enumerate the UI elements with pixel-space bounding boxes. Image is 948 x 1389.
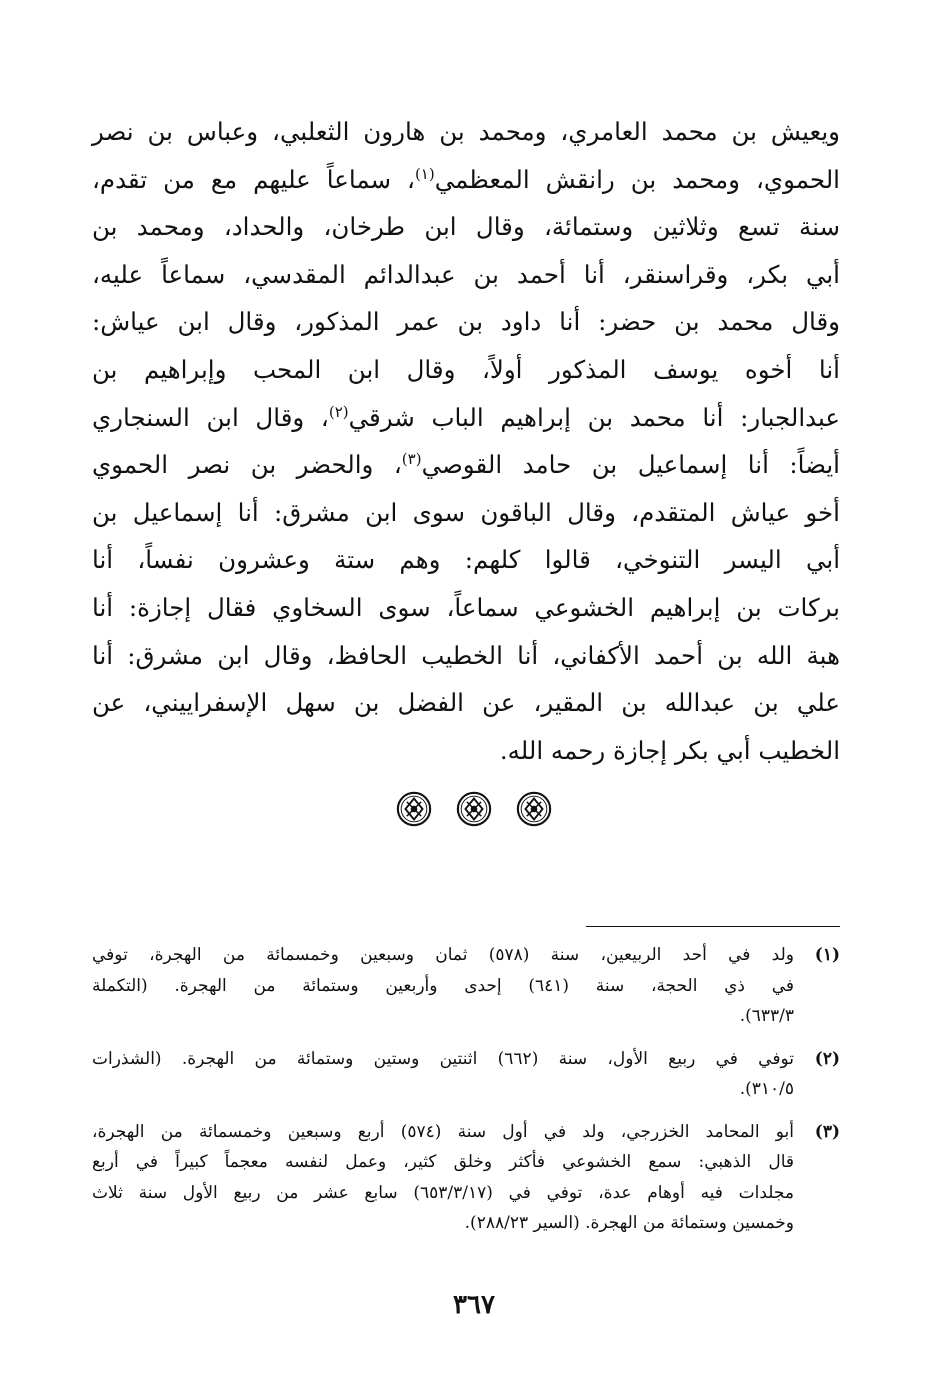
footnote-line: أبو المحامد الخزرجي، ولد في أول سنة (٥٧٤) أربع وسبعين وخمسمائة من الهجرة، [92, 1121, 794, 1142]
footnote-number: (١) [814, 945, 840, 965]
text-line: علي بن عبدالله بن المقير، عن الفضل بن سهل الإسفراييني، عن [92, 688, 840, 718]
text-line: أخو عياش المتقدم، وقال الباقون سوى ابن مشرق: أنا إسماعيل بن [92, 497, 840, 527]
footnote-line: قال الذهبي: سمع الخشوعي فأكثر وخلق كثير، وعمل لنفسه معجماً كبيراً في أربع [92, 1152, 794, 1172]
arabesque-medallion-icon [455, 790, 493, 828]
footnote-marker[interactable]: (٣) [401, 450, 422, 468]
footnote-line: ٣١٠/٥). [739, 1079, 794, 1099]
text-segment: أيضاً: أنا إسماعيل بن حامد القوصي [421, 450, 840, 480]
footnote-2 [92, 1044, 840, 1105]
page-number: ٣٦٧ [453, 1290, 495, 1320]
text-line: وقال محمد بن حضر: أنا داود بن عمر المذكور، وقال ابن عياش: [92, 307, 840, 337]
text-segment: ، سماعاً عليهم مع من تقدم، [92, 164, 415, 194]
footnote-number: (٣) [814, 1121, 840, 1142]
text-line: بركات بن إبراهيم الخشوعي سماعاً، سوى السخاوي فقال إجازة: أنا [92, 592, 840, 622]
footnote-line: ٦٣٣/٣). [739, 1006, 794, 1026]
footnote-line: مجلدات فيه أوهام عدة، توفي في (٦٥٣/٣/١٧) سابع عشر من ربيع الأول سنة ثلاث [92, 1182, 794, 1203]
text-line: الخطيب أبي بكر إجازة رحمه الله. [499, 735, 840, 765]
text-segment: الحموي، ومحمد بن رانقش المعظمي [434, 164, 840, 194]
footnote-line: في ذي الحجة، سنة (٦٤١) إحدى وأربعين وستمائة من الهجرة. (التكملة [92, 975, 794, 996]
text-line: أنا أخوه يوسف المذكور أولاً، وقال ابن المحب وإبراهيم بن [92, 354, 840, 384]
footnote-line: وخمسين وستمائة من الهجرة. (السير ٢٨٨/٢٣). [464, 1213, 794, 1233]
text-line: هبة الله بن أحمد الأكفاني، أنا الخطيب الحافظ، وقال ابن مشرق: أنا [92, 640, 840, 670]
text-line [92, 441, 840, 489]
footnote-3 [92, 1117, 840, 1239]
text-line: سنة تسع وثلاثين وستمائة، وقال ابن طرخان، والحداد، ومحمد بن [92, 212, 840, 242]
footnote-body [92, 1117, 794, 1239]
text-line [92, 156, 840, 204]
text-segment: عبدالجبار: أنا محمد بن إبراهيم الباب شرقي [348, 402, 841, 432]
text-line: أبي اليسر التنوخي، قالوا كلهم: وهم ستة وعشرون نفساً، أنا [92, 545, 840, 575]
section-divider-ornaments [0, 790, 948, 828]
footnote-marker[interactable]: (١) [414, 164, 435, 183]
text-line: أبي بكر، وقراسنقر، أنا أحمد بن عبدالدائم المقدسي، سماعاً عليه، [92, 259, 840, 289]
arabesque-medallion-icon [395, 790, 433, 828]
arabesque-medallion-icon [515, 790, 553, 828]
footnote-line: توفي في ربيع الأول، سنة (٦٦٢) اثنتين وستين وستمائة من الهجرة. (الشذرات [92, 1048, 794, 1069]
footnote-line: ولد في أحد الربيعين، سنة (٥٧٨) ثمان وسبعين وخمسمائة من الهجرة، توفي [92, 945, 794, 965]
text-segment: ، وقال ابن السنجاري [92, 402, 329, 432]
footnote-1 [92, 940, 840, 1032]
text-segment: ، والحضر بن نصر الحموي [92, 450, 402, 480]
footnote-separator [586, 926, 840, 927]
footnote-marker[interactable]: (٢) [328, 402, 349, 421]
footnotes [92, 940, 840, 1251]
main-text [92, 108, 840, 774]
text-line: ويعيش بن محمد العامري، ومحمد بن هارون الثعلبي، وعباس بن نصر [92, 117, 840, 146]
footnote-body [92, 1044, 794, 1105]
footnote-body [92, 940, 794, 1032]
footnote-number: (٢) [814, 1048, 840, 1069]
text-line [92, 394, 840, 442]
